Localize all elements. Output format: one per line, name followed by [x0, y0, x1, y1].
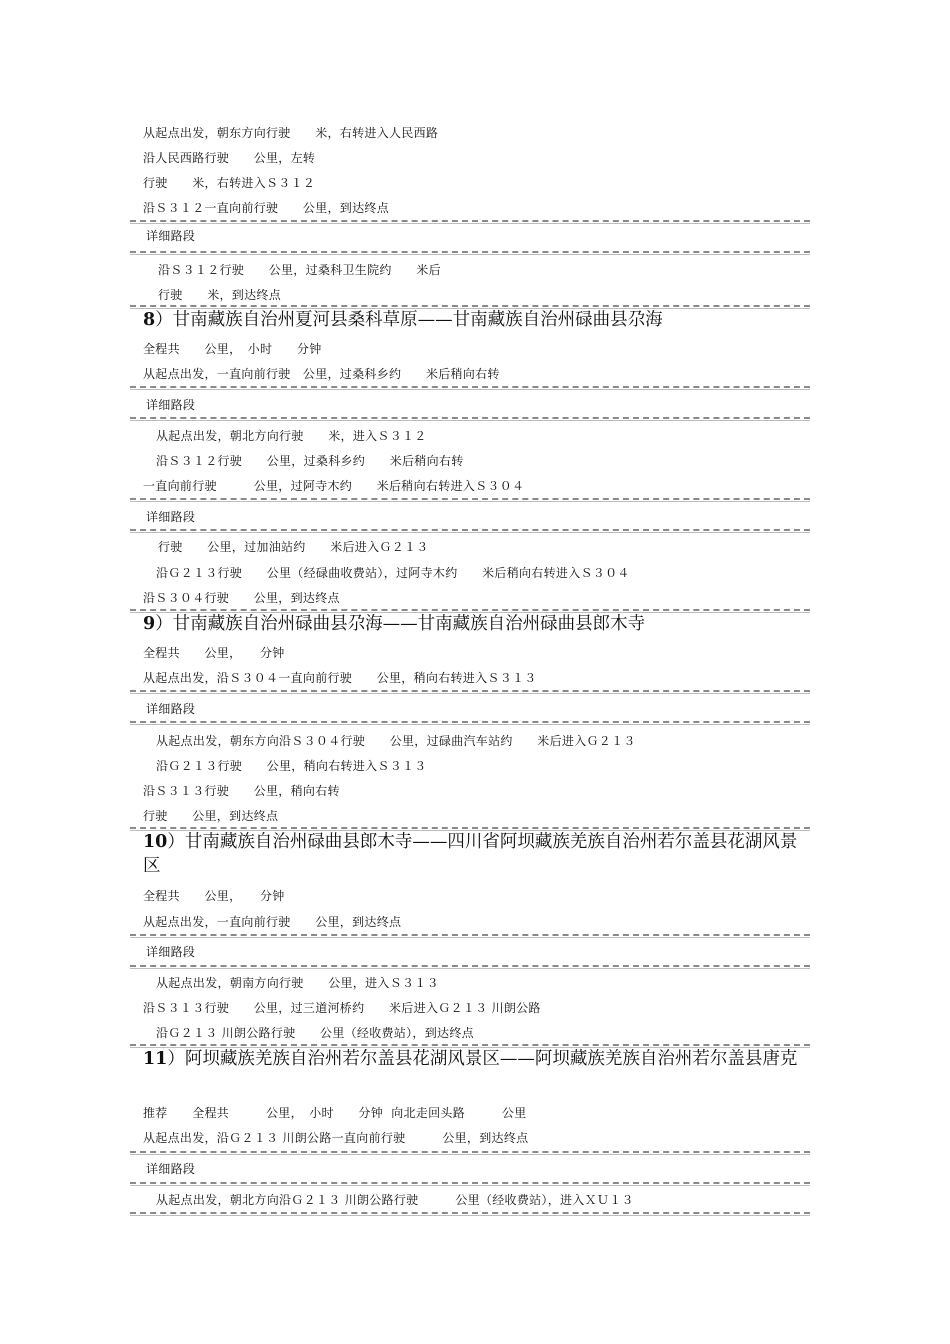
route-step: 沿Ｓ３１３行驶 公里，过三道河桥约 米后进入Ｇ２１３ 川朗公路	[143, 1001, 541, 1015]
route-step: 沿Ｓ３１２一直向前行驶 公里，到达终点	[143, 201, 390, 215]
route-step: 沿Ｓ３１３行驶 公里，稍向右转	[143, 784, 340, 798]
route-step: 一直向前行驶 公里，过阿寺木约 米后稍向右转进入Ｓ３０４	[143, 479, 525, 493]
route-heading-10: 10）甘南藏族自治州碌曲县郎木寺——四川省阿坝藏族羌族自治州若尔盖县花湖风景区	[143, 832, 798, 876]
dashed-separator	[130, 1044, 810, 1046]
dashed-separator	[130, 1182, 810, 1184]
dashed-separator	[130, 305, 810, 307]
dashed-separator	[130, 251, 810, 253]
route-heading-11: 11）阿坝藏族羌族自治州若尔盖县花湖风景区——阿坝藏族羌族自治州若尔盖县唐克	[143, 1049, 798, 1069]
dashed-separator	[130, 220, 810, 222]
route-step: 从起点出发，一直向前行驶 公里，过桑科乡约 米后稍向右转	[143, 367, 500, 381]
route-heading-8: 8）甘南藏族自治州夏河县桑科草原——甘南藏族自治州碌曲县尕海	[143, 310, 663, 330]
dashed-separator	[130, 386, 810, 388]
section-label: 详细路段	[146, 510, 196, 524]
route-summary: 全程共 公里， 分钟	[143, 646, 285, 660]
section-label: 详细路段	[146, 1162, 196, 1176]
route-summary: 推荐 全程共 公里， 小时 分钟 向北走回头路 公里	[143, 1106, 527, 1120]
dashed-separator	[130, 827, 810, 829]
dashed-separator	[130, 965, 810, 967]
section-label: 详细路段	[146, 229, 196, 243]
route-step: 从起点出发，沿Ｇ２１３ 川朗公路一直向前行驶 公里，到达终点	[143, 1131, 529, 1145]
route-summary: 全程共 公里， 分钟	[143, 889, 285, 903]
route-step: 沿Ｇ２１３ 川朗公路行驶 公里（经收费站），到达终点	[156, 1026, 474, 1040]
route-step: 从起点出发，朝东方向行驶 米，右转进入人民西路	[143, 126, 439, 140]
route-step: 行驶 米，右转进入Ｓ３１２	[143, 176, 316, 190]
dashed-separator	[130, 417, 810, 419]
route-step: 沿人民西路行驶 公里，左转	[143, 151, 316, 165]
dashed-separator	[130, 934, 810, 936]
route-step: 从起点出发，朝北方向行驶 米，进入Ｓ３１２	[156, 429, 427, 443]
route-step: 行驶 公里，到达终点	[143, 809, 279, 823]
route-step: 沿Ｓ３０４行驶 公里，到达终点	[143, 591, 340, 605]
dashed-separator	[130, 721, 810, 723]
route-step: 沿Ｇ２１３行驶 公里，稍向右转进入Ｓ３１３	[156, 759, 427, 773]
route-step: 沿Ｓ３１２行驶 公里，过桑科卫生院约 米后	[158, 263, 441, 277]
dashed-separator	[130, 1151, 810, 1153]
dashed-separator	[130, 529, 810, 531]
route-step: 从起点出发，朝北方向沿Ｇ２１３ 川朗公路行驶 公里（经收费站），进入ＸＵ１３	[156, 1193, 634, 1207]
section-label: 详细路段	[146, 398, 196, 412]
route-step: 从起点出发，朝东方向沿Ｓ３０４行驶 公里，过碌曲汽车站约 米后进入Ｇ２１３	[156, 734, 636, 748]
dashed-separator	[130, 690, 810, 692]
route-step: 沿Ｓ３１２行驶 公里，过桑科乡约 米后稍向右转	[156, 454, 464, 468]
dashed-separator	[130, 609, 810, 611]
route-step: 行驶 米，到达终点	[158, 288, 282, 302]
route-step: 行驶 公里，过加油站约 米后进入Ｇ２１３	[158, 540, 429, 554]
route-step: 沿Ｇ２１３行驶 公里（经碌曲收费站），过阿寺木约 米后稍向右转进入Ｓ３０４	[156, 566, 630, 580]
dashed-separator	[130, 498, 810, 500]
section-label: 详细路段	[146, 945, 196, 959]
route-summary: 全程共 公里， 小时 分钟	[143, 342, 322, 356]
route-step: 从起点出发，朝南方向行驶 公里，进入Ｓ３１３	[156, 976, 439, 990]
dashed-separator	[130, 1212, 810, 1214]
route-step: 从起点出发，沿Ｓ３０４一直向前行驶 公里，稍向右转进入Ｓ３１３	[143, 671, 537, 685]
route-step: 从起点出发，一直向前行驶 公里，到达终点	[143, 915, 402, 929]
route-heading-9: 9）甘南藏族自治州碌曲县尕海——甘南藏族自治州碌曲县郎木寺	[143, 614, 646, 634]
section-label: 详细路段	[146, 702, 196, 716]
